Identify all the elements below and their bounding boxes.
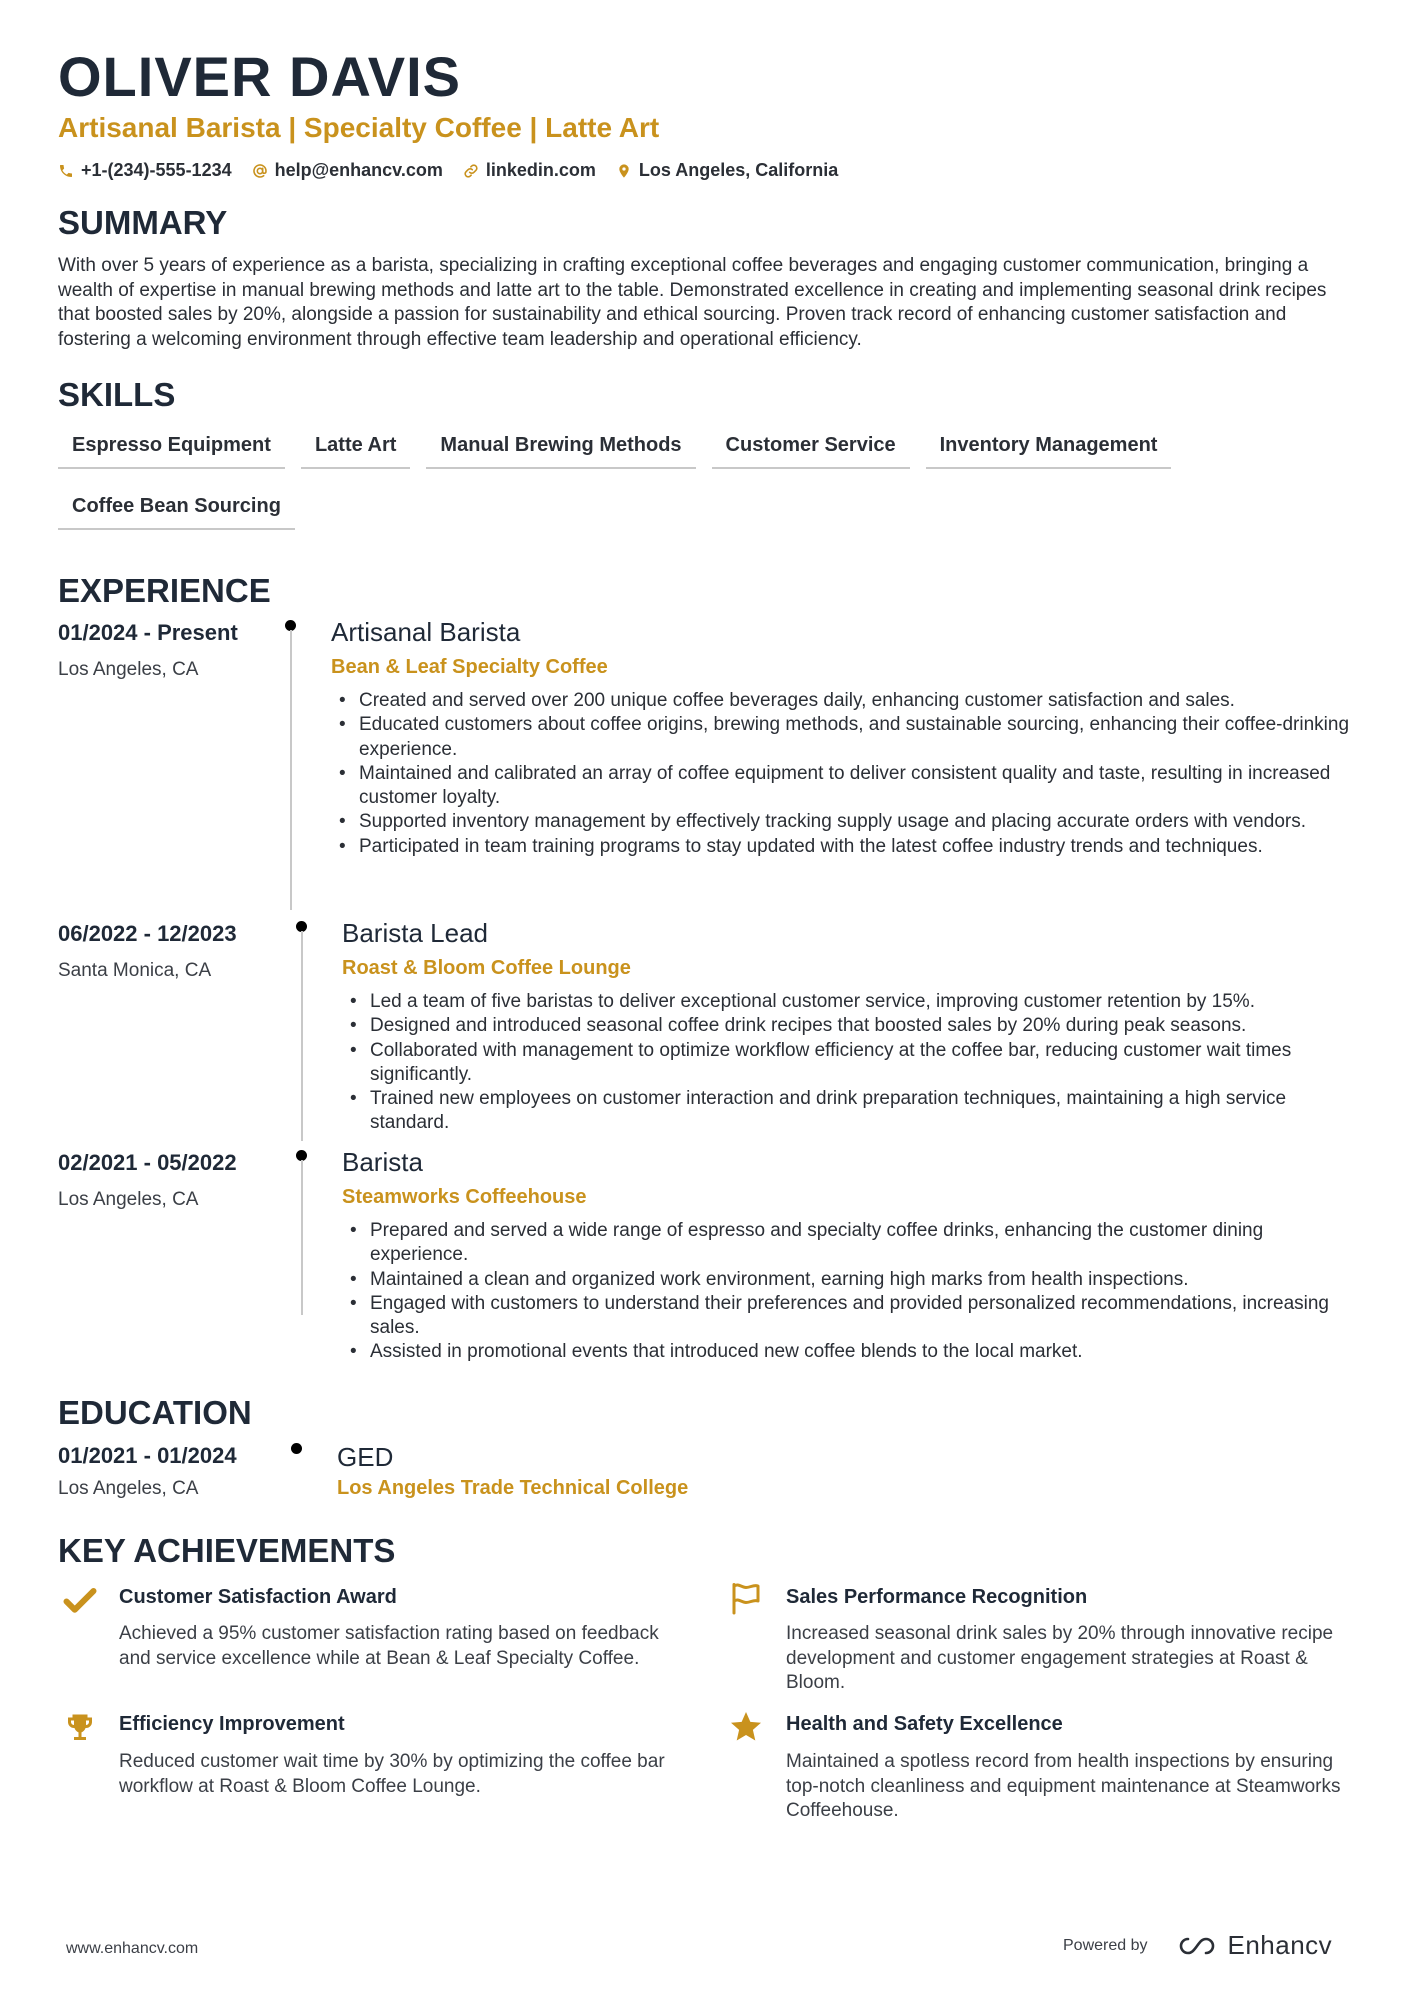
job-role: Barista Lead (342, 918, 488, 948)
powered-by-label: Powered by (1063, 1936, 1148, 1954)
enhancv-logo-icon (1174, 1934, 1220, 1958)
job-bullet: • Educated customers about coffee origins, brewing methods, and sustainable sourcing, enhancing their coffee-drinking experience. (331, 713, 1351, 762)
location-pin-icon (616, 163, 632, 179)
achievement-title: Health and Safety Excellence (786, 1713, 1063, 1735)
achievement-title: Efficiency Improvement (119, 1713, 345, 1735)
education-degree: GED (337, 1442, 394, 1472)
skill-tag: Espresso Equipment (58, 430, 285, 469)
timeline-line (301, 931, 303, 1141)
contact-location (616, 160, 838, 181)
job-dates: 02/2021 - 05/2022 (58, 1150, 237, 1175)
achievement-desc: Maintained a spotless record from health inspections by ensuring top-notch cleanliness and equipment maintenance at Steamworks Coffeehouse. (786, 1751, 1341, 1821)
timeline-line (301, 1160, 303, 1315)
job-bullets (331, 689, 1351, 859)
skill-tag: Manual Brewing Methods (426, 430, 695, 469)
job-company: Steamworks Coffeehouse (342, 1186, 587, 1208)
checkmark-icon (62, 1582, 98, 1618)
achievement-title: Sales Performance Recognition (786, 1586, 1088, 1608)
job-location: Los Angeles, CA (58, 659, 199, 680)
summary-title: SUMMARY (58, 204, 228, 241)
job-bullet: • Led a team of five baristas to deliver exceptional customer service, improving customer retention by 15%. (342, 990, 1362, 1014)
contact-linkedin-text: linkedin.com (485, 160, 596, 180)
job-bullet: • Trained new employees on customer interaction and drink preparation techniques, maintaining a high service standard. (342, 1087, 1362, 1136)
achievement-title: Customer Satisfaction Award (119, 1586, 397, 1608)
achievements-title: KEY ACHIEVEMENTS (58, 1532, 396, 1569)
skill-tag: Customer Service (712, 430, 910, 469)
link-icon (463, 163, 479, 179)
experience-title: EXPERIENCE (58, 572, 271, 609)
education-title: EDUCATION (58, 1394, 252, 1431)
job-bullets (342, 990, 1362, 1136)
candidate-name: OLIVER DAVIS (58, 45, 462, 108)
job-bullet: • Participated in team training programs to stay updated with the latest coffee industry trends and techniques. (331, 835, 1351, 859)
footer-branding (1063, 1930, 1332, 1961)
flag-icon (728, 1580, 764, 1616)
job-bullet: • Maintained a clean and organized work environment, earning high marks from health inspections. (342, 1268, 1362, 1292)
contact-location-text: Los Angeles, California (638, 160, 839, 180)
education-location: Los Angeles, CA (58, 1478, 199, 1499)
job-bullet: • Supported inventory management by effectively tracking supply usage and placing accurate orders with vendors. (331, 810, 1351, 834)
trophy-icon (62, 1710, 98, 1746)
contact-email-text: help@enhancv.com (274, 160, 443, 180)
candidate-headline: Artisanal Barista | Specialty Coffee | Latte Art (58, 112, 660, 143)
achievement-desc: Increased seasonal drink sales by 20% through innovative recipe development and customer engagement strategies at Roast & Bloom. (786, 1623, 1334, 1693)
education-dates: 01/2021 - 01/2024 (58, 1443, 237, 1468)
job-bullet: • Created and served over 200 unique coffee beverages daily, enhancing customer satisfaction and sales. (331, 689, 1351, 713)
job-dates: 06/2022 - 12/2023 (58, 921, 237, 946)
achievement-desc: Reduced customer wait time by 30% by optimizing the coffee bar workflow at Roast & Bloom Coffee Lounge. (119, 1751, 665, 1797)
skills-title: SKILLS (58, 376, 176, 413)
skills-list (58, 430, 1358, 530)
job-company: Bean & Leaf Specialty Coffee (331, 656, 608, 678)
job-bullet: • Designed and introduced seasonal coffee drink recipes that boosted sales by 20% during peak seasons. (342, 1014, 1362, 1038)
contact-phone-text: +1-(234)-555-1234 (81, 160, 232, 180)
job-bullet: • Collaborated with management to optimize workflow efficiency at the coffee bar, reducing customer wait times significantly. (342, 1039, 1362, 1088)
job-bullets (342, 1219, 1362, 1365)
job-bullet: • Prepared and served a wide range of espresso and specialty coffee drinks, enhancing the customer dining experience. (342, 1219, 1362, 1268)
contact-phone[interactable] (58, 160, 232, 181)
timeline-dot (291, 1443, 302, 1454)
job-company: Roast & Bloom Coffee Lounge (342, 957, 631, 979)
contact-linkedin[interactable] (463, 160, 596, 181)
job-location: Los Angeles, CA (58, 1189, 199, 1210)
footer-website[interactable]: www.enhancv.com (66, 1940, 199, 1957)
skill-tag: Latte Art (301, 430, 410, 469)
brand-name: Enhancv (1227, 1930, 1333, 1960)
job-dates: 01/2024 - Present (58, 620, 238, 645)
brand-logo[interactable] (1174, 1930, 1333, 1961)
job-role: Barista (342, 1147, 423, 1177)
contact-bar (58, 160, 838, 181)
job-location: Santa Monica, CA (58, 960, 212, 981)
star-icon (728, 1709, 764, 1745)
achievement-desc: Achieved a 95% customer satisfaction rating based on feedback and service excellence while at Bean & Leaf Specialty Coffee. (119, 1623, 659, 1669)
contact-email[interactable] (252, 160, 443, 181)
education-school: Los Angeles Trade Technical College (337, 1477, 689, 1499)
skill-tag: Inventory Management (926, 430, 1172, 469)
at-icon (252, 163, 268, 179)
phone-icon (58, 163, 74, 179)
job-bullet: • Assisted in promotional events that introduced new coffee blends to the local market. (342, 1340, 1362, 1364)
job-bullet: • Engaged with customers to understand their preferences and provided personalized recommendations, increasing sales. (342, 1292, 1362, 1341)
summary-text: With over 5 years of experience as a barista, specializing in crafting exceptional coffee beverages and engaging customer communication, bringing a wealth of expertise in manual brewing methods and latte art to the table. Demonstrated excellence in creating and implementing seasonal drink recipes that boosted sales by 20%, alongside a passion for sustainability and ethical sourcing. Proven track record of enhancing customer satisfaction and fostering a welcoming environment through effective team leadership and operational efficiency. (58, 255, 1327, 350)
job-bullet: • Maintained and calibrated an array of coffee equipment to deliver consistent quality and taste, resulting in increased customer loyalty. (331, 762, 1351, 811)
timeline-line (290, 630, 292, 910)
job-role: Artisanal Barista (331, 617, 521, 647)
skill-tag: Coffee Bean Sourcing (58, 491, 295, 530)
